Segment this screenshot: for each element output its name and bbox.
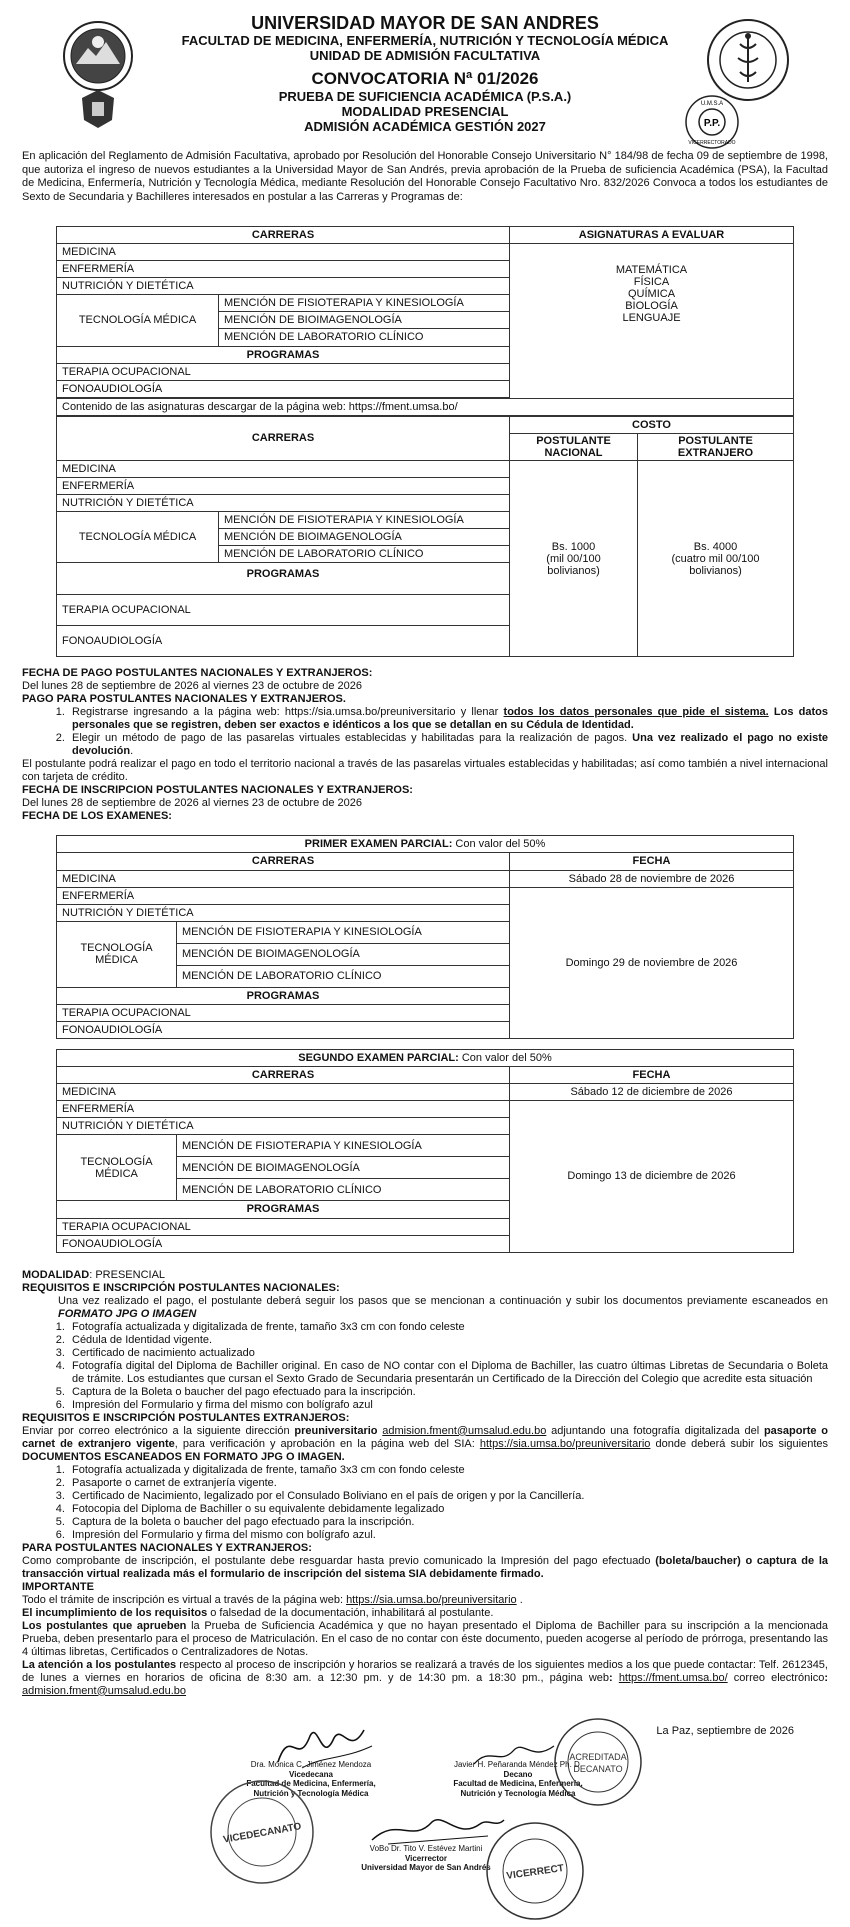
important-2-text: o falsedad de la documentación, inhabilitará al postulante. [207, 1606, 494, 1619]
second-exam-table [56, 1049, 794, 1253]
faculty-seal-icon [706, 18, 790, 102]
first-exam-title-value: Con valor del 50% [452, 838, 546, 851]
second-exam-tecnologia-1: TECNOLOGÍA [80, 1155, 153, 1168]
first-exam-title [57, 836, 794, 853]
important-4-phone: : Telf. 2612345, de lunes a viernes en horarios de oficina de 8:30 am. a 12:30 pm. y de 14:30 pm. a 18:30 pm., página web [22, 1658, 828, 1684]
foreign-req-title: REQUISITOS E INSCRIPCIÓN POSTULANTES EXTRANJEROS: [22, 1411, 350, 1424]
first-exam-nutricion: NUTRICIÓN Y DIETÉTICA [57, 904, 510, 921]
stamp-acreditada-2: DECANATO [573, 1764, 623, 1774]
sig3-org: Universidad Mayor de San Andrés [361, 1863, 491, 1872]
payment-dates: Del lunes 28 de septiembre de 2026 al viernes 23 de octubre de 2026 [22, 680, 363, 693]
first-exam-enfermeria: ENFERMERÍA [57, 887, 510, 904]
national-req-title: REQUISITOS E INSCRIPCIÓN POSTULANTES NACIONALES: [22, 1281, 340, 1294]
second-exam-nutricion: NUTRICIÓN Y DIETÉTICA [57, 1118, 510, 1135]
foreign-req-email-link[interactable]: admision.fment@umsalud.edu.bo [382, 1424, 547, 1437]
national-req-list [22, 1321, 828, 1412]
vicerrectorado-seal-icon [684, 94, 740, 150]
cost-mention-laboratorio: MENCIÓN DE LABORATORIO CLÍNICO [219, 546, 510, 563]
stamp-vicerrect: VICERRECT [505, 1863, 565, 1882]
stamp-vicedecanato: VICEDECANATO [222, 1821, 303, 1846]
national-req-1: 1. Fotografía actualizada y digitalizada de frente, tamaño 3x3 cm con fondo celeste [68, 1321, 828, 1334]
important-3-text: la Prueba de Suficiencia Académica y que no hayan presentado el Diploma de Bachiller para su inscripción a la mencionada Prueba, deben presentarlo para el proceso de Matriculación. En el caso de no contar con éste documento, pueden acogerse al período de prórroga, presentando las 4 últimas libretas, Certificados o Centralizadores de Notas. [22, 1619, 828, 1658]
cost-nacional-currency: bolivianos) [547, 564, 600, 577]
subjects-download-note: Contenido de las asignaturas descargar de la página web: https://fment.umsa.bo/ [57, 398, 794, 415]
sig2-role: Decano [503, 1769, 533, 1779]
payment-step-2-end: . [130, 745, 134, 758]
cost-mention-fisioterapia: MENCIÓN DE FISIOTERAPIA Y KINESIOLOGÍA [219, 512, 510, 529]
important-2-emph: El incumplimiento de los requisitos [22, 1606, 208, 1619]
both-req-text-b: (boleta/baucher) o captura de la transacción virtual realizada más el formulario de inscripción del sistema SIA debidamente firmado. [22, 1554, 828, 1580]
exam-dates-title: FECHA DE LOS EXAMENES: [22, 810, 172, 823]
foreign-req-text-f: , para verificación y aprobación en la página web del SIA: [174, 1437, 480, 1450]
important-1-end: . [516, 1593, 523, 1606]
vicerrectorado-stamp-icon [484, 1820, 586, 1922]
foreign-req-format: DOCUMENTOS ESCANEADOS EN FORMATO JPG O IMAGEN. [22, 1450, 345, 1463]
foreign-req-text-g: donde deberá subir los siguientes [650, 1437, 828, 1450]
first-exam-fono: FONOAUDIOLOGÍA [57, 1021, 510, 1038]
second-exam-terapia: TERAPIA OCUPACIONAL [57, 1218, 510, 1235]
foreign-req-4: 4. Fotocopia del Diploma de Bachiller o su equivalente debidamente legalizado [68, 1503, 828, 1516]
foreign-req-text-a: Enviar por correo electrónico a la siguiente dirección [22, 1424, 295, 1437]
payment-note: El postulante podrá realizar el pago en todo el territorio nacional a través de las pasarelas virtuales establecidas y habilitadas; así como también a nivel internacional con tarjeta de crédito. [22, 758, 828, 784]
first-exam-fisioterapia: MENCIÓN DE FISIOTERAPIA Y KINESIOLOGÍA [177, 921, 510, 943]
subjects-header: ASIGNATURAS A EVALUAR [510, 227, 794, 244]
important-1 [22, 1594, 828, 1607]
first-exam-careers-header: CARRERAS [57, 853, 510, 870]
important-4-email-label: correo electrónico [727, 1671, 825, 1684]
cost-career-medicina: MEDICINA [57, 460, 510, 477]
sig1-name: Dra. Mónica C. Jiménez Mendoza [250, 1760, 372, 1769]
second-exam-date-header: FECHA [510, 1067, 794, 1084]
cost-table [56, 416, 794, 658]
payment-step-2-text: Elegir un método de pago de las pasarelas virtuales establecidas y habilitadas para la realización de pagos. [72, 732, 633, 745]
important-4-colon2: : [824, 1671, 828, 1684]
national-req-5: 5. Captura de la Boleta o baucher del pago efectuado para la inscripción. [68, 1386, 828, 1399]
programs-header: PROGRAMAS [57, 346, 510, 363]
subject-lenguaje: LENGUAJE [622, 312, 681, 325]
important-1-text: Todo el trámite de inscripción es virtual a través de la página web: [22, 1593, 347, 1606]
program-fono: FONOAUDIOLOGÍA [57, 380, 510, 397]
requirements-section [22, 1269, 828, 1698]
national-req-format: FORMATO JPG O IMAGEN [58, 1307, 197, 1320]
second-exam-medicina: MEDICINA [57, 1084, 510, 1101]
foreign-req-intro [22, 1425, 828, 1464]
intro-paragraph: En aplicación del Reglamento de Admisión Facultativa, aprobado por Resolución del Honorable Consejo Universitario N° 184/98 de fecha 09 de septiembre de 1998, que autoriza el ingreso de nuevos estudiantes a la Universidad Mayor de San Andrés, previa aprobación de la Prueba de suficiencia Académica (PSA), la Facultad de Medicina, Enfermería, Nutrición y Tecnología Médica, mediante Resolución del Honorable Consejo Facultativo Nro. 832/2026 Convoca a todos los estudiantes de Sexto de Secundaria y Bachilleres interesados en postular a las Carreras y Programas de: [22, 150, 828, 203]
second-exam-bioimagenologia: MENCIÓN DE BIOIMAGENOLOGÍA [177, 1157, 510, 1179]
important-2 [22, 1607, 828, 1620]
foreign-req-subject: preuniversitario [294, 1424, 378, 1437]
both-req-text-a: Como comprobante de inscripción, el postulante debe resguardar hasta previo comunicado la Impresión del pago efectuado [22, 1554, 656, 1567]
second-exam-careers-header: CARRERAS [57, 1067, 510, 1084]
payment-step-1-note: Los datos personales que se registren, deben ser exactos e idénticos a los que se detallan en su Cédula de Identidad. [72, 706, 829, 732]
cost-header: COSTO [510, 416, 794, 433]
second-exam-medicina-date: Sábado 12 de diciembre de 2026 [510, 1084, 794, 1101]
important-4-colon: : [609, 1671, 619, 1684]
foreign-req-sia-link[interactable]: https://sia.umsa.bo/preuniversitario [479, 1437, 651, 1450]
sig1-org2: Nutrición y Tecnología Médica [253, 1788, 369, 1798]
sig1-org1: Facultad de Medicina, Enfermería, [246, 1779, 376, 1788]
foreign-req-3: 3. Certificado de Nacimiento, legalizado por el Consulado Boliviano en el país de origen y por la Cancillería. [68, 1490, 828, 1503]
important-3 [22, 1620, 828, 1659]
important-1-link[interactable]: https://sia.umsa.bo/preuniversitario [346, 1593, 517, 1606]
important-4-emph: La atención a los postulantes [22, 1658, 177, 1671]
cost-career-nutricion: NUTRICIÓN Y DIETÉTICA [57, 495, 510, 512]
seal-pp-center: P.P. [703, 118, 721, 129]
cost-extranjero-words: (cuatro mil 00/100 [671, 552, 760, 565]
important-4 [22, 1659, 828, 1698]
first-exam-title-bold: PRIMER EXAMEN PARCIAL: [304, 838, 453, 851]
payment-date-title: FECHA DE PAGO POSTULANTES NACIONALES Y EXTRANJEROS: [22, 667, 373, 680]
modality-line [22, 1269, 828, 1282]
subject-fisica: FÍSICA [633, 276, 670, 289]
faculty-name: FACULTAD DE MEDICINA, ENFERMERÍA, NUTRICIÓN Y TECNOLOGÍA MÉDICA [181, 33, 669, 48]
sig3-role: Vicerrector [404, 1853, 448, 1863]
sig2-org2: Nutrición y Tecnología Médica [460, 1788, 576, 1798]
first-exam-rest-date: Domingo 29 de noviembre de 2026 [510, 887, 794, 1038]
national-req-4: 4. Fotografía digital del Diploma de Bachiller original. En caso de NO contar con el Diploma de Bachiller, las cuatro últimas Libretas de Secundaria o Boleta de trámite. Los estudiantes que cursan el Sexto Grado de Secundaria presentarán un Certificado de la Dirección del Colegio que acredite esta situación [68, 1360, 828, 1386]
cost-extranjero-currency: bolivianos) [689, 564, 742, 577]
admission-year: ADMISIÓN ACADÉMICA GESTIÓN 2027 [304, 119, 546, 134]
second-exam-tecnologia [57, 1135, 177, 1201]
sig3-name: VoBo Dr. Tito V. Estévez Martini [369, 1844, 483, 1853]
important-4-web-link[interactable]: https://fment.umsa.bo/ [618, 1671, 728, 1684]
cost-mention-bioimagenologia: MENCIÓN DE BIOIMAGENOLOGÍA [219, 529, 510, 546]
first-exam-medicina-date: Sábado 28 de noviembre de 2026 [510, 870, 794, 887]
payment-step-1-text: Registrarse ingresando a la página web: https://sia.umsa.bo/preuniversitario y llenar [72, 706, 504, 719]
program-terapia: TERAPIA OCUPACIONAL [57, 363, 510, 380]
vicedecanato-stamp-icon [208, 1778, 316, 1886]
payment-section [22, 667, 828, 823]
payment-step-1 [68, 706, 828, 732]
mention-bioimagenologia: MENCIÓN DE BIOIMAGENOLOGÍA [219, 312, 510, 329]
modality-title: MODALIDAD PRESENCIAL [341, 104, 509, 119]
sig2-org1: Facultad de Medicina, Enfermería, [453, 1779, 583, 1788]
place-date: La Paz, septiembre de 2026 [656, 1725, 794, 1737]
foreign-req-6: 6. Impresión del Formulario y firma del mismo con bolígrafo azul. [68, 1529, 828, 1542]
career-nutricion: NUTRICIÓN Y DIETÉTICA [57, 278, 510, 295]
cost-program-terapia: TERAPIA OCUPACIONAL [57, 595, 510, 626]
both-req-text [22, 1555, 828, 1581]
payment-step-2-emph: Una vez realizado el pago no existe devolución [72, 732, 829, 758]
cost-nacional-amount: Bs. 1000 [551, 540, 596, 553]
first-exam-medicina: MEDICINA [57, 870, 510, 887]
second-exam-programs-header: PROGRAMAS [57, 1201, 510, 1218]
second-exam-tecnologia-2: MÉDICA [95, 1167, 138, 1180]
important-title: IMPORTANTE [22, 1580, 94, 1593]
inscription-dates: Del lunes 28 de septiembre de 2026 al viernes 23 de octubre de 2026 [22, 797, 363, 810]
first-exam-terapia: TERAPIA OCUPACIONAL [57, 1004, 510, 1021]
sig1-role: Vicedecana [289, 1769, 333, 1779]
careers-subjects-table [56, 226, 794, 416]
important-3-emph: Los postulantes que aprueben [22, 1619, 187, 1632]
second-exam-laboratorio: MENCIÓN DE LABORATORIO CLÍNICO [177, 1179, 510, 1201]
document-header [22, 14, 828, 202]
decanato-stamp-icon [552, 1716, 644, 1808]
second-exam-enfermeria: ENFERMERÍA [57, 1101, 510, 1118]
payment-title: PAGO PARA POSTULANTES NACIONALES Y EXTRANJEROS. [22, 693, 346, 706]
convocatoria-title: CONVOCATORIA Nª 01/2026 [311, 69, 539, 88]
national-req-6: 6. Impresión del Formulario y firma del mismo con bolígrafo azul [68, 1399, 828, 1412]
university-seal-icon [62, 20, 134, 132]
cost-program-fono: FONOAUDIOLOGÍA [57, 626, 510, 657]
first-exam-date-header: FECHA [510, 853, 794, 870]
subject-matematica: MATEMÁTICA [615, 264, 688, 277]
university-name: UNIVERSIDAD MAYOR DE SAN ANDRES [251, 13, 599, 33]
first-exam-bioimagenologia: MENCIÓN DE BIOIMAGENOLOGÍA [177, 943, 510, 965]
test-name: PRUEBA DE SUFICIENCIA ACADÉMICA (P.S.A.) [278, 89, 572, 104]
mention-fisioterapia: MENCIÓN DE FISIOTERAPIA Y KINESIOLOGÍA [219, 295, 510, 312]
first-exam-programs-header: PROGRAMAS [57, 987, 510, 1004]
career-medicina: MEDICINA [57, 244, 510, 261]
subjects-cell [510, 244, 794, 399]
modality-value: : PRESENCIAL [89, 1268, 166, 1281]
foreign-req-list [22, 1464, 828, 1542]
cost-nacional [510, 460, 638, 656]
cost-extranjero-amount: Bs. 4000 [693, 540, 738, 553]
foreign-req-text-d: adjuntando una fotografía digitalizada del [546, 1424, 764, 1437]
career-tecnologia: TECNOLOGÍA MÉDICA [57, 295, 219, 346]
stamp-acreditada-1: ACREDITADA [569, 1752, 627, 1762]
cost-career-enfermeria: ENFERMERÍA [57, 478, 510, 495]
careers-header: CARRERAS [57, 227, 510, 244]
mention-laboratorio: MENCIÓN DE LABORATORIO CLÍNICO [219, 329, 510, 346]
modality-label: MODALIDAD [22, 1268, 90, 1281]
cost-extranjero [638, 460, 794, 656]
second-exam-title-value: Con valor del 50% [458, 1052, 552, 1065]
subject-biologia: BIOLOGÍA [625, 300, 678, 313]
admission-unit: UNIDAD DE ADMISIÓN FACULTATIVA [309, 48, 541, 63]
first-exam-laboratorio: MENCIÓN DE LABORATORIO CLÍNICO [177, 965, 510, 987]
nacional-header: POSTULANTE NACIONAL [510, 433, 638, 460]
payment-step-2 [68, 732, 828, 758]
cost-nacional-words: (mil 00/100 [546, 552, 601, 565]
subject-quimica: QUÍMICA [627, 288, 676, 301]
national-req-intro [22, 1295, 828, 1321]
extranjero-header: POSTULANTE EXTRANJERO [638, 433, 794, 460]
career-enfermeria: ENFERMERÍA [57, 261, 510, 278]
cost-programs-header: PROGRAMAS [57, 563, 510, 595]
seal-pp-top: U.M.S.A [700, 101, 724, 107]
important-4-text: respecto al proceso de inscripción y horarios se realizará a través de los siguientes medios a los que puede contactar [176, 1658, 753, 1671]
payment-step-1-emph: todos los datos personales que pide el sistema. [503, 706, 769, 719]
careers-header-cost: CARRERAS [57, 416, 510, 460]
second-exam-fisioterapia: MENCIÓN DE FISIOTERAPIA Y KINESIOLOGÍA [177, 1135, 510, 1157]
payment-steps [22, 706, 828, 758]
seal-pp-bottom: VICERRECTORADO [688, 140, 736, 146]
sig2-name: Javier H. Peñaranda Méndez Ph. D. [453, 1760, 583, 1769]
first-exam-tecnologia [57, 921, 177, 987]
national-req-3: 3. Certificado de nacimiento actualizado [68, 1347, 828, 1360]
second-exam-rest-date: Domingo 13 de diciembre de 2026 [510, 1101, 794, 1252]
cost-career-tecnologia: TECNOLOGÍA MÉDICA [57, 512, 219, 563]
first-exam-table [56, 835, 794, 1039]
foreign-req-5: 5. Captura de la boleta o baucher del pago efectuado para la inscripción. [68, 1516, 828, 1529]
second-exam-fono: FONOAUDIOLOGÍA [57, 1235, 510, 1252]
foreign-req-passport: pasaporte o carnet de extranjero vigente [22, 1424, 828, 1450]
second-exam-title [57, 1050, 794, 1067]
second-exam-title-bold: SEGUNDO EXAMEN PARCIAL: [298, 1052, 459, 1065]
first-exam-tecnologia-2: MÉDICA [95, 954, 138, 967]
national-req-2: 2. Cédula de Identidad vigente. [68, 1334, 828, 1347]
first-exam-tecnologia-1: TECNOLOGÍA [80, 942, 153, 955]
foreign-req-1: 1. Fotografía actualizada y digitalizada de frente, tamaño 3x3 cm con fondo celeste [68, 1464, 828, 1477]
important-4-email-link[interactable]: admision.fment@umsalud.edu.bo [22, 1684, 187, 1697]
both-req-title: PARA POSTULANTES NACIONALES Y EXTRANJEROS: [22, 1541, 312, 1554]
inscription-date-title: FECHA DE INSCRIPCION POSTULANTES NACIONALES Y EXTRANJEROS: [22, 784, 413, 797]
national-req-intro-text: Una vez realizado el pago, el postulante deberá seguir los pasos que se mencionan a continuación y subir los documentos previamente escaneados en [58, 1294, 828, 1307]
foreign-req-2: 2. Pasaporte o carnet de extranjería vigente. [68, 1477, 828, 1490]
